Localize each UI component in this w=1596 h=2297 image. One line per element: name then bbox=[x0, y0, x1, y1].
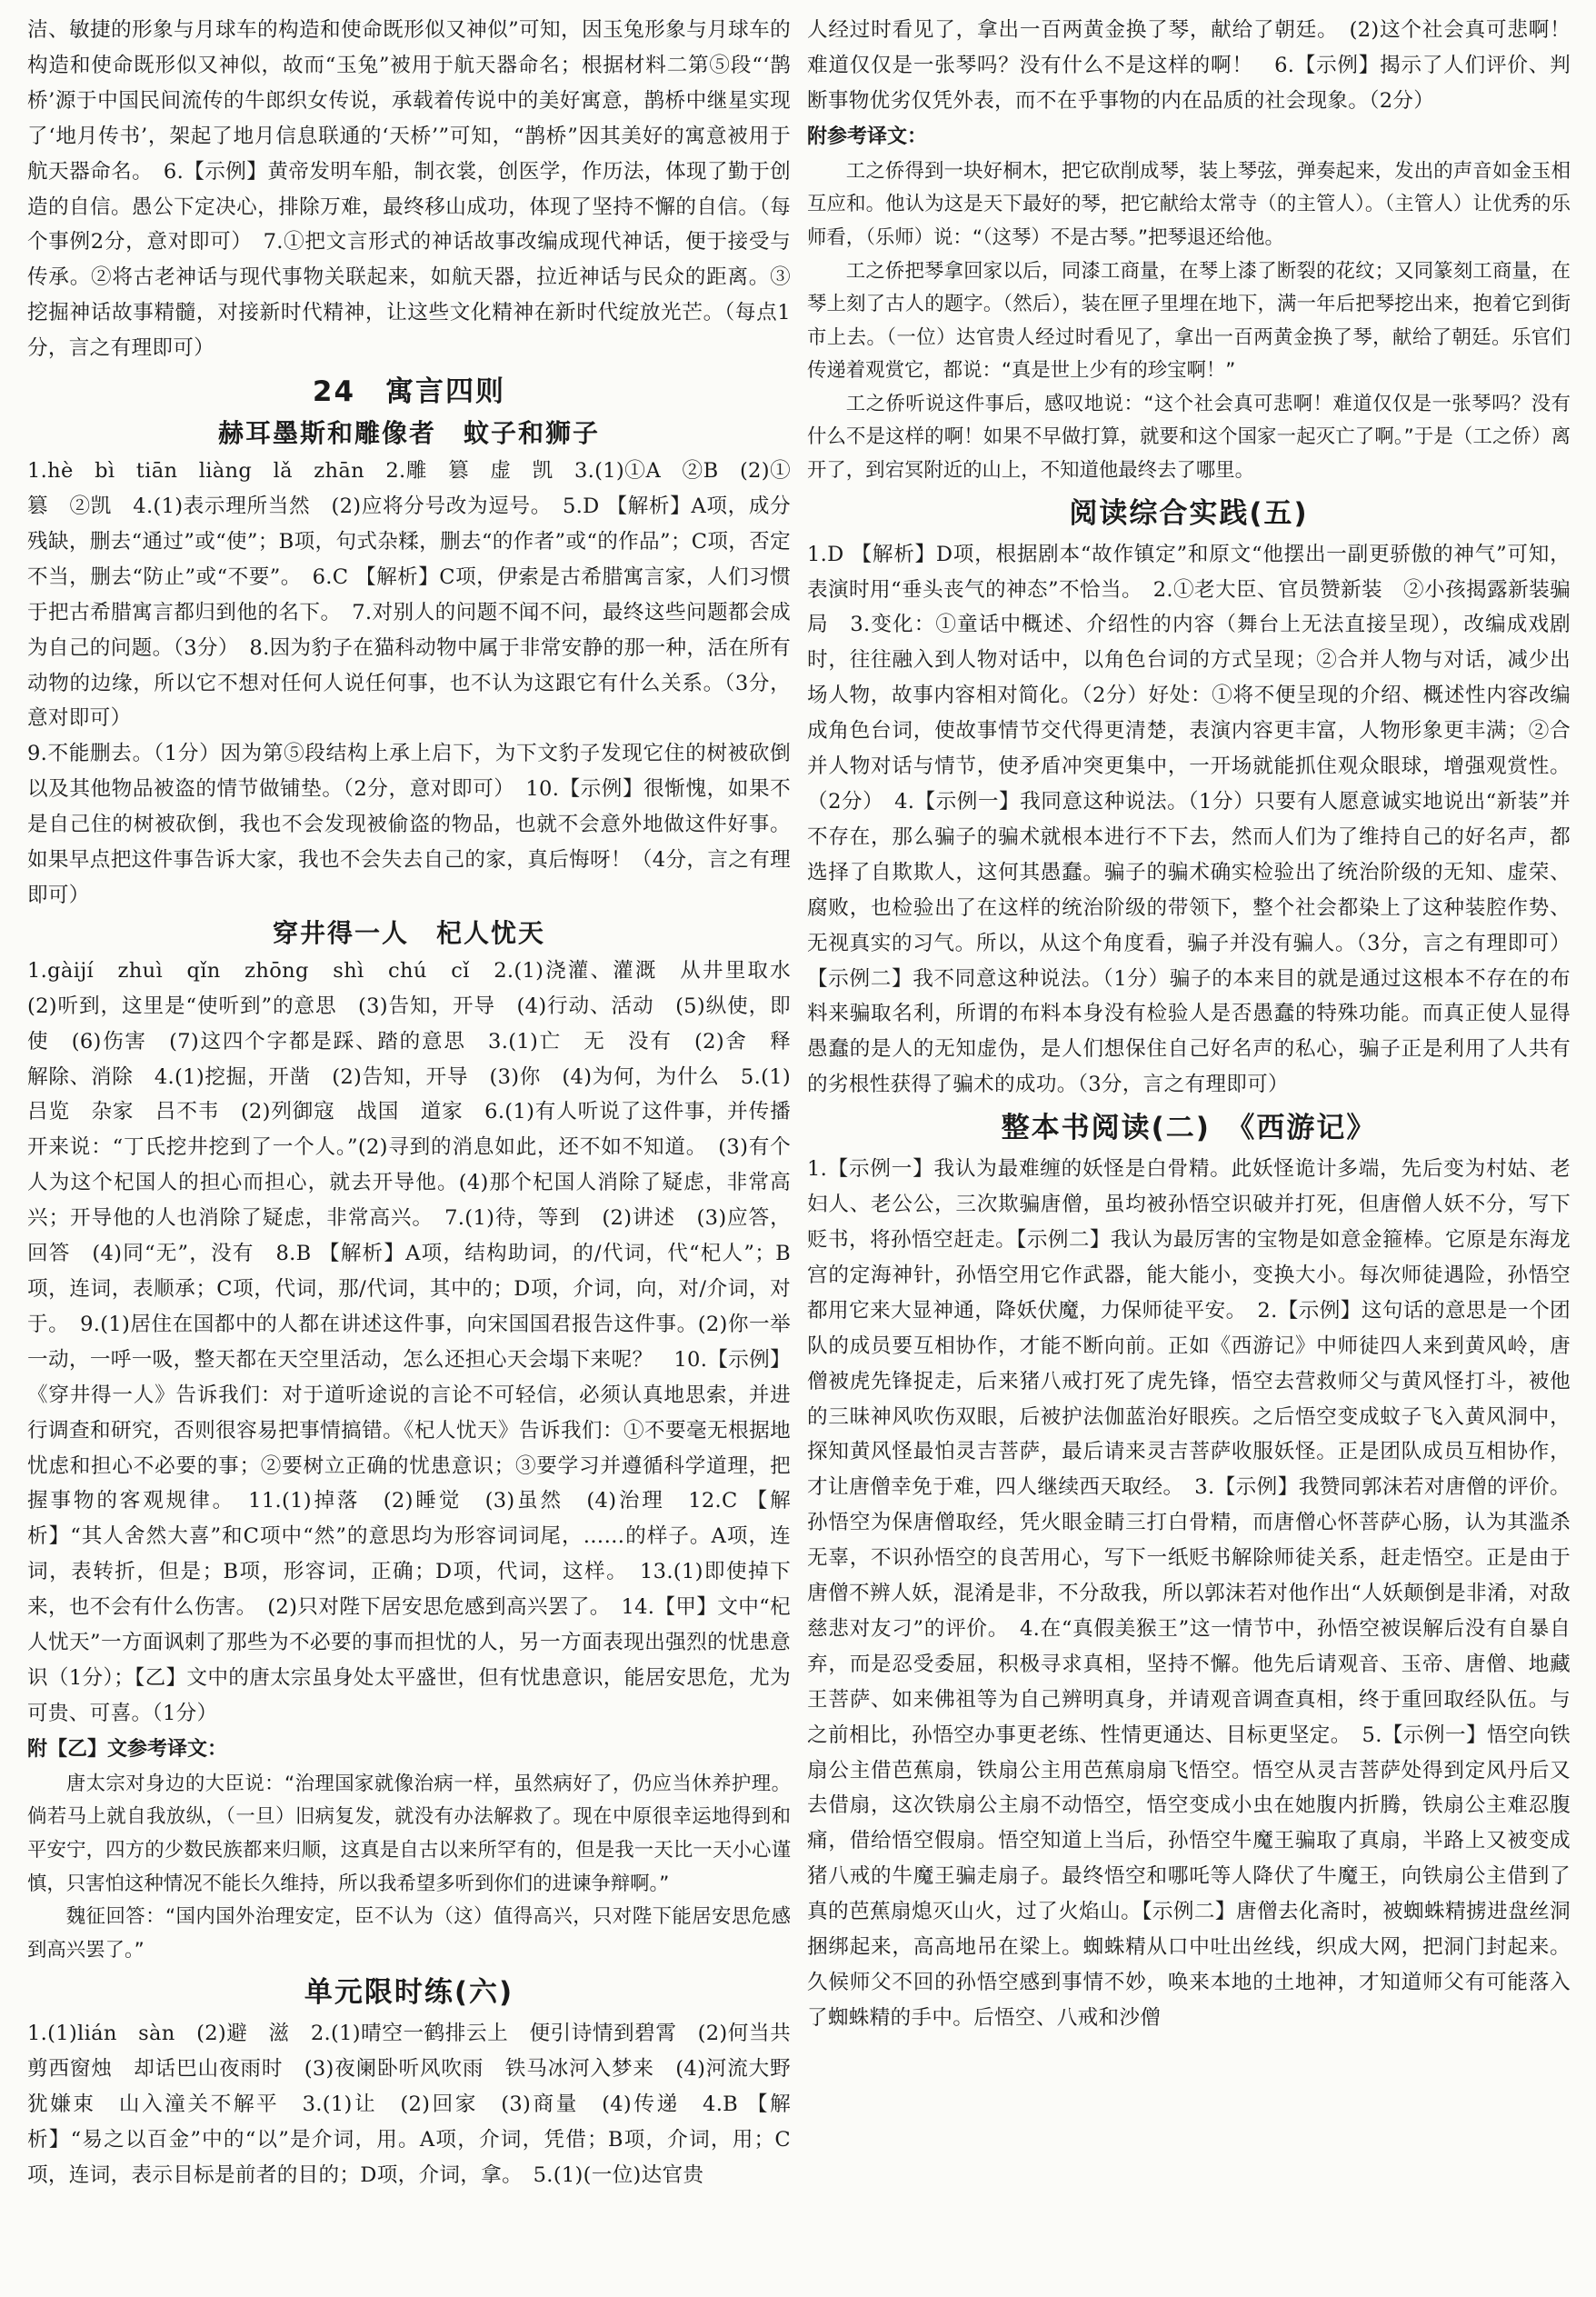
answer-paragraph: 1.gàijí zhuì qǐn zhōng shì chú cǐ 2.(1)浇灌、灌溉 从井里取水 (2)听到，这里是“使听到”的意思 (3)告知，开导 (4)行动、活动 (5)纵使，即使 (6)伤害 (7)这四个字都是踩、踏的意思 3.(1)亡 无 没有 (2)舍 释 解除、消除 4.(1)挖掘，开凿 (2)告知，开导 (3)你 (4)为何，为什么 5.(1)吕览 杂家 吕不韦 (2)列御寇 战国 道家 6.(1)有人听说了这件事，并传播开来说：“丁氏挖井挖到了一个人。”(2)寻到的消息如此，还不如不知道。 (3)有个人为这个杞国人的担心而担心，就去开导他。(4)那个杞国人消除了疑虑，非常高兴；开导他的人也消除了疑虑，非常高兴。 7.(1)待，等到 (2)讲述 (3)应答，回答 (4)同“无”，没有 8.B 【解析】A项，结构助词，的/代词，代“杞人”；B项，连词，表顺承；C项，代词，那/代词，其中的；D项，介词，向，对/介词，对于。 9.(1)居住在国都中的人都在讲述这件事，向宋国国君报告这件事。(2)你一举一动，一呼一吸，整天都在天空里活动，怎么还担心天会塌下来呢？ 10.【示例】《穿井得一人》告诉我们：对于道听途说的言论不可轻信，必须认真地思索，并进行调查和研究，否则很容易把事情搞错。《杞人忧天》告诉我们：①不要毫无根据地忧虑和担心不必要的事；②要树立正确的忧患意识；③要学习并遵循科学道理，把握事物的客观规律。 11.(1)掉落 (2)睡觉 (3)虽然 (4)治理 12.C 【解析】“其人舍然大喜”和C项中“然”的意思均为形容词词尾，……的样子。A项，连词，表转折，但是；B项，形容词，正确；D项，代词，这样。 13.(1)即使掉下来，也不会有什么伤害。 (2)只对陛下居安思危感到高兴罢了。 14.【甲】文中“杞人忧天”一方面讽刺了那些为不必要的事而担忧的人，另一方面表现出强烈的忧患意识（1分）；【乙】文中的唐太宗虽身处太平盛世，但有忧患意识，能居安思危，尤为可贵、可喜。（1分） bbox=[27, 958, 812, 1725]
answer-paragraph: 人经过时看见了，拿出一百两黄金换了琴，献给了朝廷。 (2)这个社会真可悲啊！难道仅仅是一张琴吗？没有什么不是这样的啊！ 6.【示例】揭示了人们评价、判断事物优劣仅凭外表，而不在乎事物的内在品质的社会现象。（2分） bbox=[807, 18, 1571, 113]
fables-subtitle: 赫耳墨斯和雕像者 蚊子和狮子 bbox=[217, 418, 600, 449]
whole-book-title: 整本书阅读(二) 《西游记》 bbox=[1001, 1112, 1377, 1145]
right-column bbox=[807, 13, 1571, 2285]
translation-paragraph: 唐太宗对身边的大臣说：“治理国家就像治病一样，虽然病好了，仍应当休养护理。倘若马上就自我放纵，（一旦）旧病复发，就没有办法解救了。现在中原很幸运地得到和平安宁，四方的少数民族都来归顺，这真是自古以来所罕有的，但是我一天比一天小心谨慎，只害怕这种情况不能长久维持，所以我希望多听到你们的进谏争辩啊。” bbox=[27, 1772, 791, 1895]
translation-paragraph: 魏征回答：“国内国外治理安定，臣不认为（这）值得高兴，只对陛下能居安思危感到高兴罢了。” bbox=[27, 1905, 791, 1962]
answer-paragraph: 1.hè bì tiān liàng lǎ zhān 2.雕 篡 虚 凯 3.(1)①A ②B (2)①篡 ②凯 4.(1)表示理所当然 (2)应将分号改为逗号。 5.D 【解析】A项，成分残缺，删去“通过”或“使”；B项，句式杂糅，删去“的作者”或“的作品”；C项，否定不当，删去“防止”或“不要”。 6.C 【解析】C项，伊索是古希腊寓言家，人们习惯于把古希腊寓言都归到他的名下。 7.对别人的问题不闻不问，最终这些问题都会成为自己的问题。（3分） 8.因为豹子在猫科动物中属于非常安静的那一种，活在所有动物的边缘，所以它不想对任何人说任何事，也不认为这跟它有什么关系。（3分，意对即可） bbox=[27, 459, 791, 731]
answer-paragraph: 9.不能删去。（1分）因为第⑤段结构上承上启下，为下文豹子发现它住的树被砍倒以及其他物品被盗的情节做铺垫。（2分，意对即可） 10.【示例】很惭愧，如果不是自己住的树被砍倒，我也不会发现被偷盗的物品，也就不会意外地做这件好事。如果早点把这件事告诉大家，我也不会失去自己的家，真后悔呀！（4分，言之有理即可） bbox=[27, 742, 791, 907]
answer-paragraph: 1.D 【解析】D项，根据剧本“故作镇定”和原文“他摆出一副更骄傲的神气”可知，表演时用“垂头丧气的神态”不恰当。 2.①老大臣、官员赞新装 ②小孩揭露新装骗局 3.变化：①童话中概述、介绍性的内容（舞台上无法直接呈现），改编成戏剧时，往往融入到人物对话中，以角色台词的方式呈现；②合并人物与对话，减少出场人物，故事内容相对简化。（2分）好处：①将不便呈现的介绍、概述性内容改编成角色台词，使故事情节交代得更清楚，表演内容更丰富，人物形象更丰满；②合并人物对话与情节，使矛盾冲突更集中，一开场就能抓住观众眼球，增强观赏性。（2分） 4.【示例一】我同意这种说法。（1分）只要有人愿意诚实地说出“新装”并不存在，那么骗子的骗术就根本进行不下去，然而人们为了维持自己的好名声，都选择了自欺欺人，这何其愚蠢。骗子的骗术确实检验出了统治阶级的无知、虚荣、腐败，也检验出了在这样的统治阶级的带领下，整个社会都染上了这种装腔作势、无视真实的习气。所以，从这个角度看，骗子并没有骗人。（3分，言之有理即可）【示例二】我不同意这种说法。（1分）骗子的本来目的就是通过这根本不存在的布料来骗取名利，所谓的布料本身没有检验人是否愚蠢的特殊功能。而真正使人显得愚蠢的是人的无知虚伪，是人们想保住自己好名声的私心，骗子正是利用了人共有的劣根性获得了骗术的成功。（3分，言之有理即可） bbox=[807, 542, 1571, 1097]
intro-paragraph: 洁、敏捷的形象与月球车的构造和使命既形似又神似”可知，因玉兔形象与月球车的构造和使命既形似又神似，故而“玉兔”被用于航天器命名；根据材料二第⑤段“‘鹊桥’源于中国民间流传的牛郎织女传说，承载着传说中的美好寓意，鹊桥中继星实现了‘地月传书’，架起了地月信息联通的‘天桥’”可知，“鹊桥”因其美好的寓意被用于航天器命名。 6.【示例】黄帝发明车船，制衣裳，创医学，作历法，体现了勤于创造的自信。愚公下定决心，排除万难，最终移山成功，体现了坚持不懈的自信。（每个事例2分，意对即可） 7.①把文言形式的神话故事改编成现代神话，便于接受与传承。②将古老神话与现代事物关联起来，如航天器，拉近神话与民众的距离。③挖掘神话故事精髓，对接新时代精神，让这些文化精神在新时代绽放光芒。（每点1分，言之有理即可） bbox=[27, 18, 791, 361]
answer-paragraph: 1.(1)lián sàn (2)避 滋 2.(1)晴空一鹤排云上 便引诗情到碧霄 (2)何当共剪西窗烛 却话巴山夜雨时 (3)夜阑卧听风吹雨 铁马冰河入梦来 (4)河流大野犹嫌束 山入潼关不解平 3.(1)让 (2)回家 (3)商量 (4)传递 4.B 【解析】“易之以百金”中的“以”是介词，用。A项，介词，凭借；B项，介词，用；C项，连词，表示目标是前者的目的；D项，介词，拿。 5.(1)(一位)达官贵 bbox=[27, 2022, 791, 2187]
appendix-label: 附参考译文： bbox=[807, 125, 928, 148]
translation-paragraph: 工之侨把琴拿回家以后，同漆工商量，在琴上漆了断裂的花纹；又同篆刻工商量，在琴上刻了古人的题字。（然后），装在匣子里埋在地下，满一年后把琴挖出来，抱着它到街市上去。（一位）达官贵人经过时看见了，拿出一百两黄金换了琴，献给了朝廷。乐官们传递着观赏它，都说：“真是世上少有的珍宝啊！” bbox=[807, 259, 1571, 383]
translation-paragraph: 工之侨得到一块好桐木，把它砍削成琴，装上琴弦，弹奏起来，发出的声音如金玉相互应和。他认为这是天下最好的琴，把它献给太常寺（的主管人）。（主管人）让优秀的乐师看，（乐师）说：“（这琴）不是古琴。”把琴退还给他。 bbox=[807, 159, 1571, 249]
left-column bbox=[27, 13, 812, 2285]
section-24-title: 24 寓言四则 bbox=[312, 375, 506, 409]
appendix-label: 附【乙】文参考译文： bbox=[27, 1737, 228, 1761]
translation-paragraph: 工之侨听说这件事后，感叹地说：“这个社会真可悲啊！难道仅仅是一张琴吗？没有什么不是这样的啊！如果不早做打算，就要和这个国家一起灭亡了啊。”于是（工之侨）离开了，到宕冥附近的山上，不知道他最终去了哪里。 bbox=[807, 392, 1571, 483]
unit-test-title: 单元限时练(六) bbox=[304, 1976, 514, 2010]
well-subtitle: 穿井得一人 杞人忧天 bbox=[272, 917, 545, 948]
answer-paragraph: 1.【示例一】我认为最难缠的妖怪是白骨精。此妖怪诡计多端，先后变为村姑、老妇人、老公公，三次欺骗唐僧，虽均被孙悟空识破并打死，但唐僧人妖不分，写下贬书，将孙悟空赶走。【示例二】我认为最厉害的宝物是如意金箍棒。它原是东海龙宫的定海神针，孙悟空用它作武器，能大能小，变换大小。每次师徒遇险，孙悟空都用它来大显神通，降妖伏魔，力保师徒平安。 2.【示例】这句话的意思是一个团队的成员要互相协作，才能不断向前。正如《西游记》中师徒四人来到黄风岭，唐僧被虎先锋捉走，后来猪八戒打死了虎先锋，悟空去营救师父与黄风怪打斗，被他的三昧神风吹伤双眼，后被护法伽蓝治好眼疾。之后悟空变成蚊子飞入黄风洞中，探知黄风怪最怕灵吉菩萨，最后请来灵吉菩萨收服妖怪。正是团队成员互相协作，才让唐僧幸免于难，四人继续西天取经。 3.【示例】我赞同郭沫若对唐僧的评价。孙悟空为保唐僧取经，凭火眼金睛三打白骨精，而唐僧心怀菩萨心肠，认为其滥杀无辜，不识孙悟空的良苦用心，写下一纸贬书解除师徒关系，赶走悟空。正是由于唐僧不辨人妖，混淆是非，不分敌我，所以郭沫若对他作出“人妖颠倒是非淆，对敌慈悲对友刁”的评价。 4.在“真假美猴王”这一情节中，孙悟空被误解后没有自暴自弃，而是忍受委屈，积极寻求真相，坚持不懈。他先后请观音、玉帝、唐僧、地藏王菩萨、如来佛祖等为自己辨明真身，并请观音调查真相，终于重回取经队伍。与之前相比，孙悟空办事更老练、性情更通达、目标更坚定。 5.【示例一】悟空向铁扇公主借芭蕉扇，铁扇公主用芭蕉扇扇飞悟空。悟空从灵吉菩萨处得到定风丹后又去借扇，这次铁扇公主扇不动悟空，悟空变成小虫在她腹内折腾，铁扇公主难忍腹痛，借给悟空假扇。悟空知道上当后，孙悟空牛魔王骗取了真扇，半路上又被变成猪八戒的牛魔王骗走扇子。最终悟空和哪吒等人降伏了牛魔王，向铁扇公主借到了真的芭蕉扇熄灭山火，过了火焰山。【示例二】唐僧去化斋时，被蜘蛛精掳进盘丝洞捆绑起来，高高地吊在梁上。蜘蛛精从口中吐出丝线，织成大网，把洞门封起来。久候师父不回的孙悟空感到事情不妙，唤来本地的土地神，才知道师父有可能落入了蜘蛛精的手中。后悟空、八戒和沙僧 bbox=[807, 1157, 1571, 2030]
reading-practice-title: 阅读综合实践(五) bbox=[1069, 496, 1309, 530]
